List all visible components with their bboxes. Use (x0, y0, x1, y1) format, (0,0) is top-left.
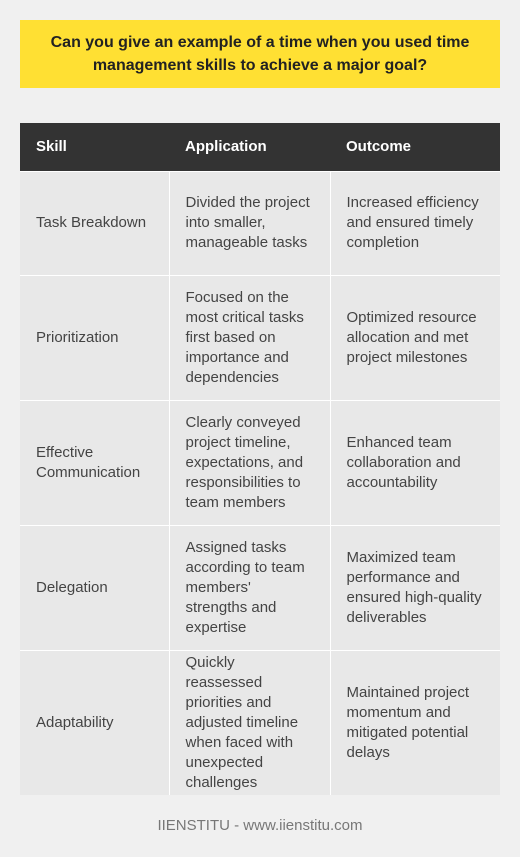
title-banner (20, 20, 500, 88)
table-row (20, 650, 500, 795)
skill-cell: Prioritization (20, 275, 169, 400)
application-cell: Assigned tasks according to team members' strengths and expertise (169, 525, 330, 650)
outcome-cell: Enhanced team collaboration and accountability (330, 400, 500, 525)
page-title: Can you give an example of a time when you used time management skills to achieve a major goal? (50, 34, 470, 74)
table-row (20, 171, 500, 275)
skills-table (20, 123, 500, 795)
table-row (20, 525, 500, 650)
outcome-cell: Maintained project momentum and mitigated potential delays (330, 650, 500, 795)
table-row (20, 400, 500, 525)
outcome-cell: Increased efficiency and ensured timely completion (330, 171, 500, 275)
application-cell: Clearly conveyed project timeline, expectations, and responsibilities to team members (169, 400, 330, 525)
table-row (20, 275, 500, 400)
header-skill: Skill (20, 123, 169, 171)
header-application: Application (169, 123, 330, 171)
skill-cell: Delegation (20, 525, 169, 650)
application-cell: Focused on the most critical tasks first based on importance and dependencies (169, 275, 330, 400)
footer-credit: IIENSTITU - www.iienstitu.com (157, 817, 363, 834)
skill-cell: Effective Communication (20, 400, 169, 525)
table-header-row (20, 123, 500, 171)
outcome-cell: Optimized resource allocation and met project milestones (330, 275, 500, 400)
skill-cell: Adaptability (20, 650, 169, 795)
application-cell: Quickly reassessed priorities and adjusted timeline when faced with unexpected challenges (169, 650, 330, 795)
header-outcome: Outcome (330, 123, 500, 171)
outcome-cell: Maximized team performance and ensured high-quality deliverables (330, 525, 500, 650)
skill-cell: Task Breakdown (20, 171, 169, 275)
application-cell: Divided the project into smaller, manageable tasks (169, 171, 330, 275)
